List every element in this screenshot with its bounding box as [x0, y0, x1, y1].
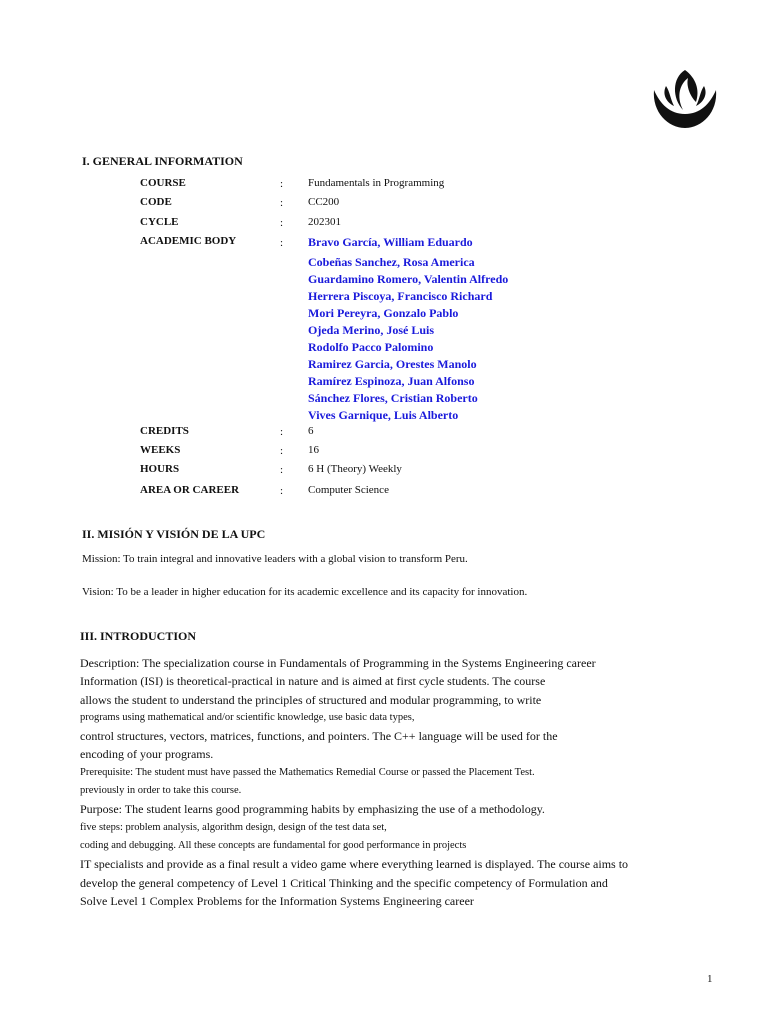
colon: : [280, 426, 284, 438]
code-label: CODE [140, 196, 172, 208]
mission-text: Mission: To train integral and innovative leaders with a global vision to transform Peru. [82, 553, 468, 565]
code-value: CC200 [308, 196, 340, 208]
intro-line: allows the student to understand the principles of structured and modular programming, to write [80, 692, 542, 707]
intro-line: Description: The specialization course in Fundamentals of Programming in the Systems Engineering career [80, 656, 596, 670]
section-title-introduction: III. INTRODUCTION [80, 629, 197, 643]
section-title-general-information: I. GENERAL INFORMATION [82, 154, 243, 168]
weeks-value: 16 [308, 444, 319, 456]
upc-flame-logo-icon [650, 68, 720, 130]
section-title-mission-vision: II. MISIÓN Y VISIÓN DE LA UPC [82, 527, 266, 541]
intro-line: Prerequisite: The student must have passed the Mathematics Remedial Course or passed the Placement Test. [80, 766, 535, 778]
cycle-label: CYCLE [140, 216, 179, 228]
intro-line: IT specialists and provide as a final result a video game where everything learned is displayed. The course aims to [80, 857, 629, 872]
intro-line: programs using mathematical and/or scientific knowledge, use basic data types, [80, 711, 415, 723]
credits-label: CREDITS [140, 425, 189, 437]
colon: : [280, 178, 284, 190]
colon: : [280, 217, 284, 229]
teacher-name: Ojeda Merino, José Luis [308, 323, 434, 337]
academic-body-label: ACADEMIC BODY [140, 235, 237, 247]
intro-line: coding and debugging. All these concepts are fundamental for good performance in projects [80, 839, 467, 851]
intro-line: Information (ISI) is theoretical-practical in nature and is aimed at first cycle students. The course [80, 674, 546, 689]
colon: : [280, 197, 284, 209]
vision-text: Vision: To be a leader in higher education for its academic excellence and its capacity for innovation. [82, 586, 528, 598]
weeks-label: WEEKS [140, 444, 181, 456]
introduction-body [80, 654, 660, 910]
course-value: Fundamentals in Programming [308, 177, 445, 189]
hours-label: HOURS [140, 463, 180, 475]
teacher-name: Bravo García, William Eduardo [308, 235, 473, 249]
intro-line: previously in order to take this course. [80, 785, 242, 797]
intro-line: five steps: problem analysis, algorithm design, design of the test data set, [80, 821, 387, 833]
area-label: AREA OR CAREER [140, 484, 240, 496]
teacher-name: Herrera Piscoya, Francisco Richard [308, 289, 493, 303]
intro-line: Purpose: The student learns good programming habits by emphasizing the use of a methodology. [80, 802, 545, 817]
teacher-name: Mori Pereyra, Gonzalo Pablo [308, 306, 459, 320]
teacher-name: Guardamino Romero, Valentin Alfredo [308, 272, 509, 286]
intro-line: Solve Level 1 Complex Problems for the Information Systems Engineering career [80, 893, 474, 908]
credits-value: 6 [308, 425, 314, 437]
intro-line: develop the general competency of Level 1 Critical Thinking and the specific competency of Formulation and [80, 875, 608, 890]
colon: : [280, 445, 284, 457]
colon: : [280, 464, 284, 476]
teacher-name: Ramírez Espinoza, Juan Alfonso [308, 374, 475, 388]
course-label: COURSE [140, 177, 186, 189]
cycle-value: 202301 [308, 216, 341, 228]
colon: : [280, 237, 284, 249]
intro-line: control structures, vectors, matrices, functions, and pointers. The C++ language will be used for the [80, 729, 558, 744]
intro-line: encoding of your programs. [80, 747, 214, 762]
colon: : [280, 485, 284, 497]
teacher-name: Rodolfo Pacco Palomino [308, 340, 434, 354]
teacher-name: Ramirez Garcia, Orestes Manolo [308, 357, 477, 371]
teacher-name: Sánchez Flores, Cristian Roberto [308, 391, 478, 405]
teacher-name: Cobeñas Sanchez, Rosa America [308, 255, 475, 269]
hours-value: 6 H (Theory) Weekly [308, 463, 402, 475]
teacher-name: Vives Garnique, Luis Alberto [308, 408, 459, 422]
area-value: Computer Science [308, 484, 389, 496]
page-number: 1 [707, 973, 713, 985]
